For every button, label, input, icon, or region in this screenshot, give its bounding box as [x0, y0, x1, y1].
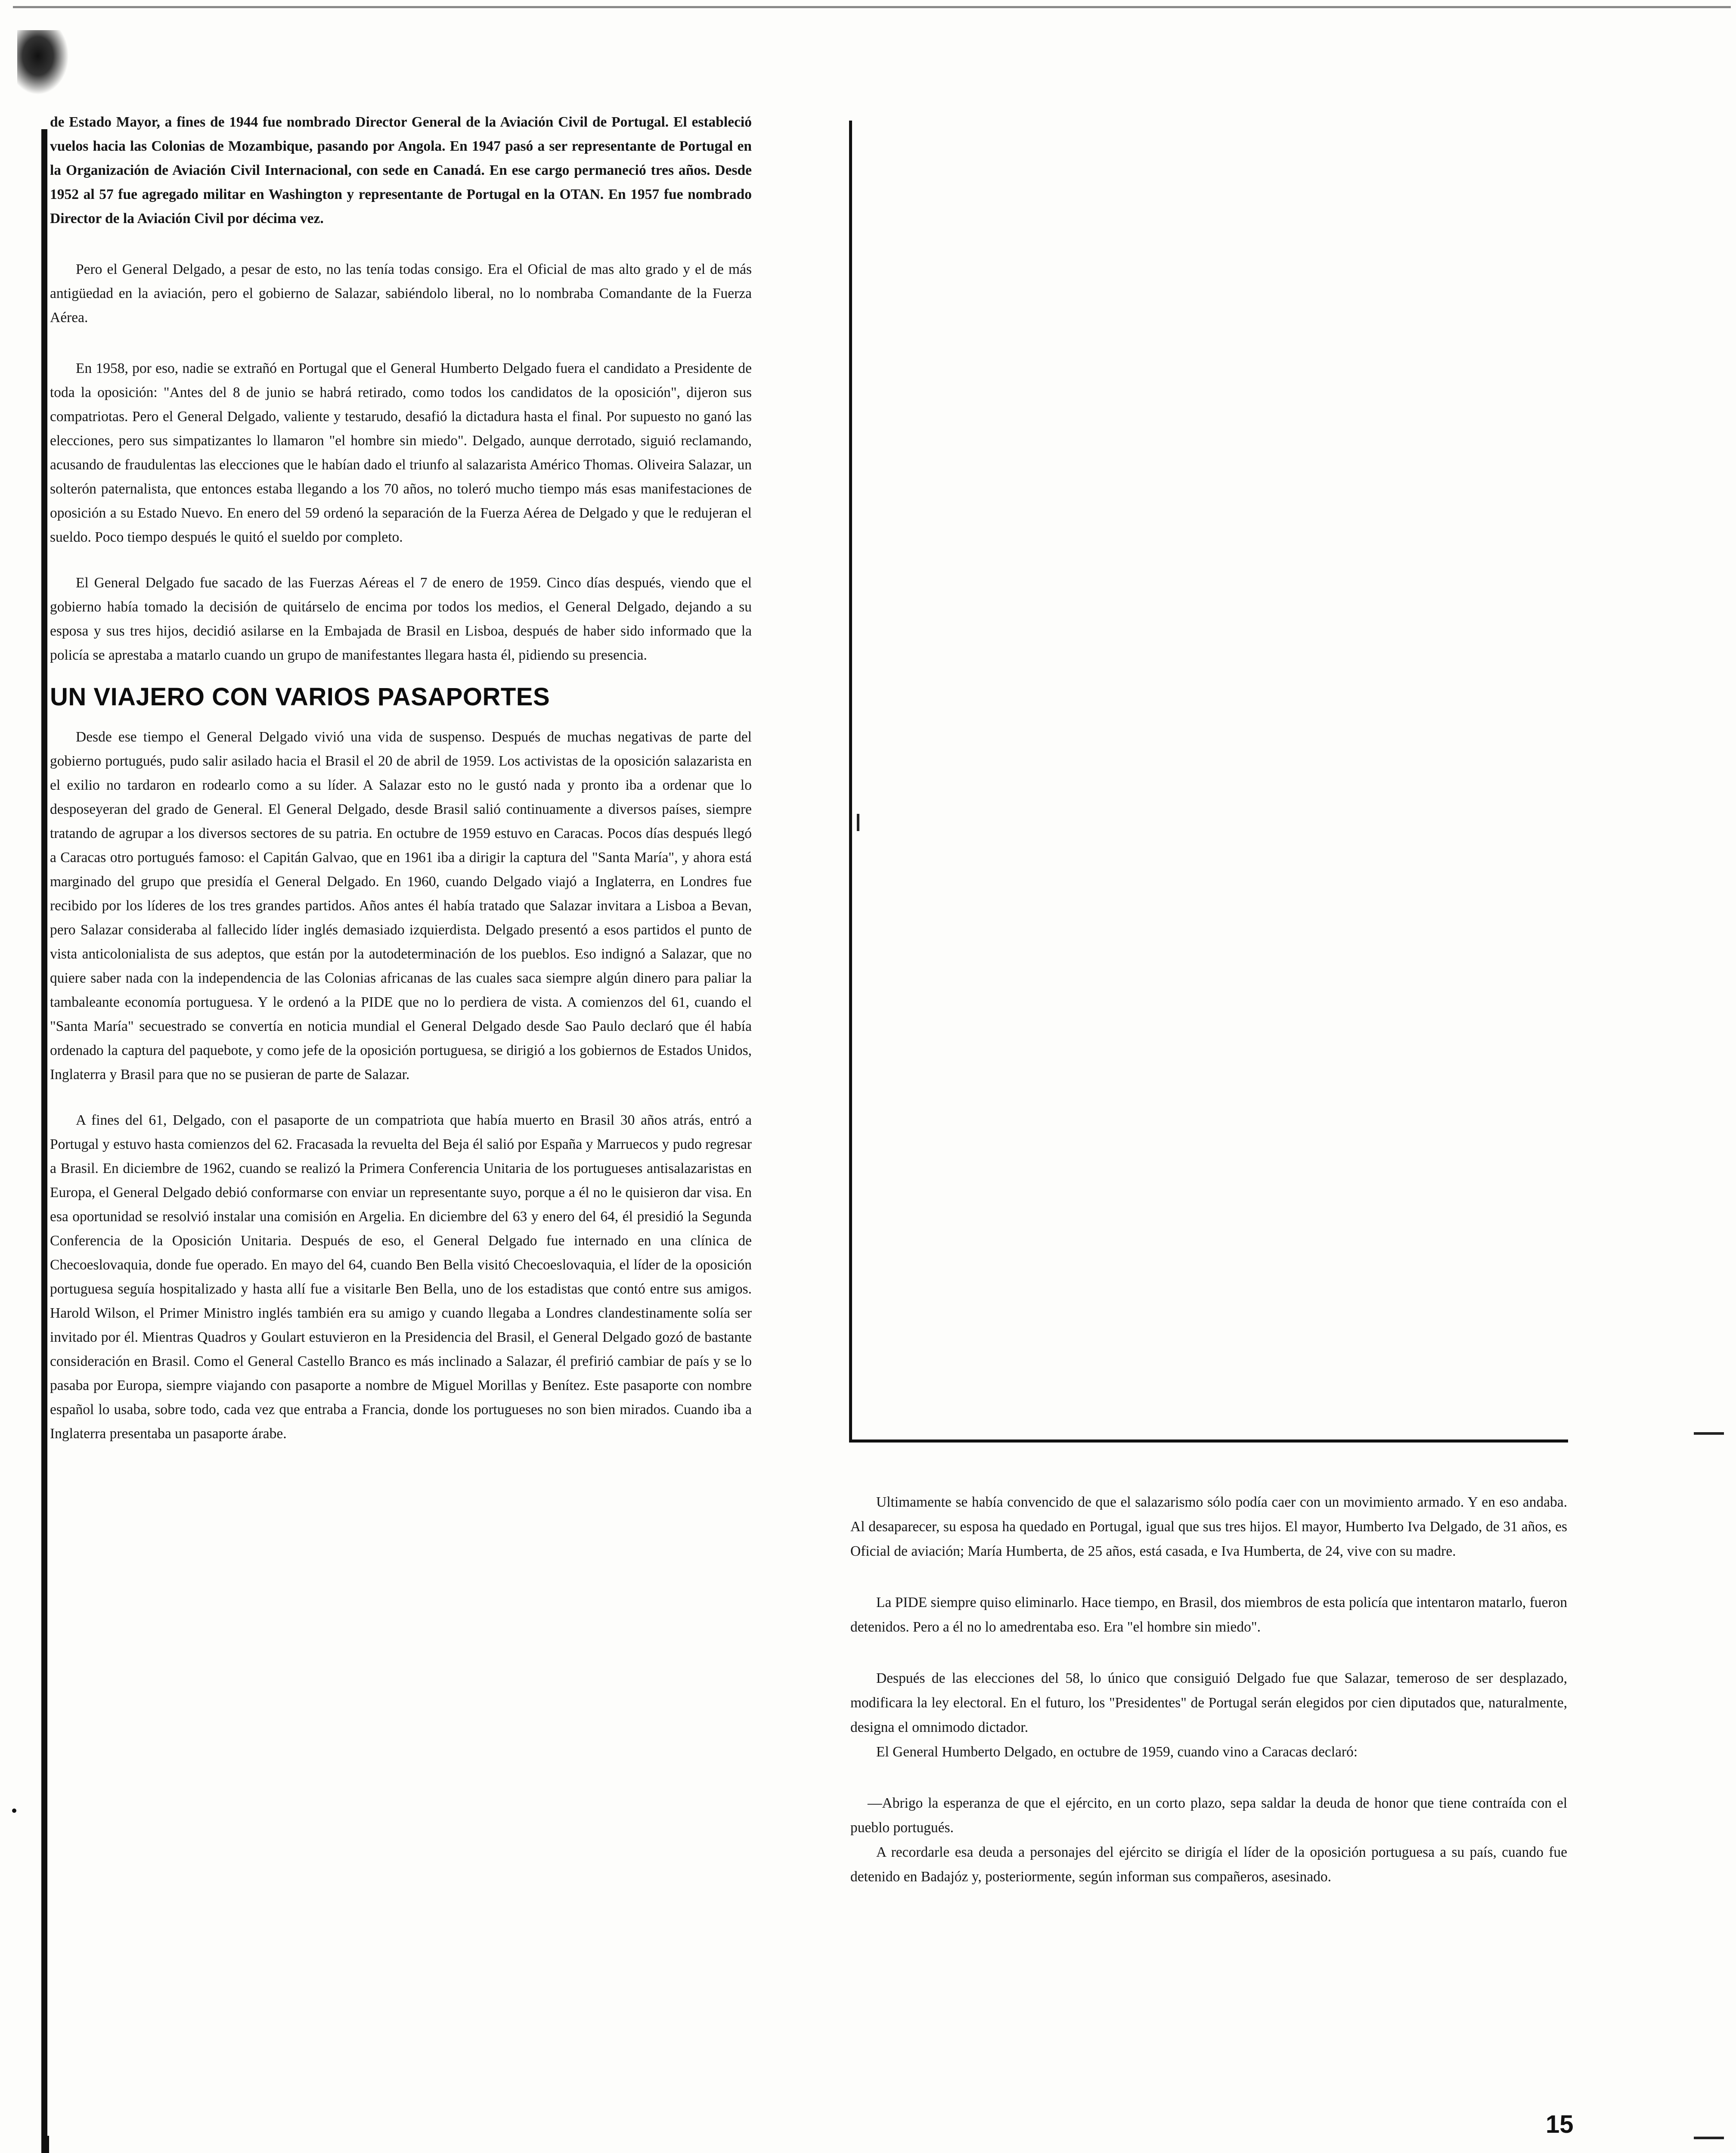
article-paragraph: El General Humberto Delgado, en octubre de 1959, cuando vino a Caracas declaró: [876, 1744, 1358, 1760]
page-number: 15 [1546, 2110, 1574, 2138]
left-text-column [50, 110, 752, 1446]
scan-top-rule [13, 6, 1731, 8]
right-text-column [850, 1490, 1567, 1889]
scan-bottom-tick [46, 2136, 49, 2153]
article-paragraph: La PIDE siempre quiso eliminarlo. Hace tiempo, en Brasil, dos miembros de esta policía que intentaron matarlo, fueron detenidos. Pero a él no lo amedrentaba eso. Era "el hombre sin miedo". [850, 1595, 1567, 1635]
article-paragraph: Después de las elecciones del 58, lo único que consiguió Delgado fue que Salazar, temeroso de ser desplazado, modificara la ley electoral. En el futuro, los "Presidentes" de Portugal serán elegidos por cien diputados que, naturalmente, designa el omnimodo dictador. [850, 1670, 1567, 1735]
scan-smudge [17, 30, 69, 95]
article-paragraph: de Estado Mayor, a fines de 1944 fue nombrado Director General de la Aviación Civil de Portugal. El estableció vuelos hacia las Colonias de Mozambique, pasando por Angola. En 1947 pasó a ser representante de Portugal en la Organización de Aviación Civil Internacional, con sede en Canadá. En ese cargo permaneció tres años. Desde 1952 al 57 fue agregado militar en Washington y representante de Portugal en la OTAN. En 1957 fue nombrado Director de la Aviación Civil por décima vez. [50, 114, 752, 226]
scan-right-dash [1694, 1432, 1724, 1435]
article-paragraph: Desde ese tiempo el General Delgado vivió una vida de suspenso. Después de muchas negativas de parte del gobierno portugués, pudo salir asilado hacia el Brasil el 20 de abril de 1959. Los activistas de la oposición salazarista en el exilio no tardaron en rodearlo como a su líder. A Salazar esto no le gustó nada y pronto iba a ordenar que lo desposeyeran del grado de General. El General Delgado, desde Brasil salió continuamente a diversos países, siempre tratando de agrupar a los diversos sectores de su patria. En octubre de 1959 estuvo en Caracas. Pocos días después llegó a Caracas otro portugués famoso: el Capitán Galvao, que en 1961 iba a dirigir la captura del "Santa María", y ahora está marginado del grupo que presidía el General Delgado. En 1960, cuando Delgado viajó a Inglaterra, en Londres fue recibido por los líderes de los tres grandes partidos. Años antes él había tratado que Salazar invitara a Lisboa a Bevan, pero Salazar consideraba al fallecido líder inglés demasiado izquierdista. Delgado presentó a esos partidos el punto de vista anticolonialista de sus adeptos, que están por la autodeterminación de los pueblos. Eso indignó a Salazar, que no quiere saber nada con la independencia de las Colonias africanas de las cuales saca siempre algún dinero para paliar la tambaleante economía portuguesa. Y le ordenó a la PIDE que no lo perdiera de vista. A comienzos del 61, cuando el "Santa María" secuestrado se convertía en noticia mundial el General Delgado desde Sao Paulo declaró que él había ordenado la captura del paquebote, y como jefe de la oposición portuguesa, se dirigió a los gobiernos de Estados Unidos, Inglaterra y Brasil para que no se pusieran de parte de Salazar. [50, 729, 752, 1083]
article-paragraph: Ultimamente se había convencido de que el salazarismo sólo podía caer con un movimiento armado. Y en eso andaba. Al desaparecer, su esposa ha quedado en Portugal, igual que sus tres hijos. El mayor, Humberto Iva Delgado, de 31 años, es Oficial de aviación; María Humberta, de 25 años, está casada, e Iva Humberta, de 24, vive con su madre. [850, 1494, 1567, 1559]
scan-left-edge-bar [41, 129, 47, 2153]
photo-mark [857, 814, 859, 831]
article-paragraph: En 1958, por eso, nadie se extrañó en Portugal que el General Humberto Delgado fuera el candidato a Presidente de toda la oposición: "Antes del 8 de junio se habrá retirado, como todos los candidatos de la oposición", dijeron sus compatriotas. Pero el General Delgado, valiente y testarudo, desafió la dictadura hasta el final. Por supuesto no ganó las elecciones, pero sus simpatizantes lo llamaron "el hombre sin miedo". Delgado, aunque derrotado, siguió reclamando, acusando de fraudulentas las elecciones que le habían dado el triunfo al salazarista Américo Thomas. Oliveira Salazar, un solterón paternalista, que entonces estaba llegando a los 70 años, no toleró mucho tiempo más esas manifestaciones de oposición a su Estado Nuevo. En enero del 59 ordenó la separación de la Fuerza Aérea de Delgado y que le redujeran el sueldo. Poco tiempo después le quitó el sueldo por completo. [50, 360, 752, 545]
article-paragraph: A fines del 61, Delgado, con el pasaporte de un compatriota que había muerto en Brasil 30 años atrás, entró a Portugal y estuvo hasta comienzos del 62. Fracasada la revuelta del Beja él salió por España y Marruecos y pudo regresar a Brasil. En diciembre de 1962, cuando se realizó la Primera Conferencia Unitaria de los portugueses antisalazaristas en Europa, el General Delgado debió conformarse con enviar un representante suyo, porque a él no le quisieron dar visa. En esa oportunidad se resolvió instalar una comisión en Argelia. En diciembre del 63 y enero del 64, él presidió la Segunda Conferencia de la Oposición Unitaria. Después de eso, el General Delgado fue internado en una clínica de Checoeslovaquia, donde fue operado. En mayo del 64, cuando Ben Bella visitó Checoeslovaquia, el líder de la oposición portuguesa seguía hospitalizado y hasta allí fue a visitarle Ben Bella, uno de los estadistas que contó entre sus amigos. Harold Wilson, el Primer Ministro inglés también era su amigo y cuando llegaba a Londres clandestinamente solía ser invitado por él. Mientras Quadros y Goulart estuvieron en la Presidencia del Brasil, el General Delgado gozó de bastante consideración en Brasil. Como el General Castello Branco es más inclinado a Salazar, él prefirió cambiar de país y se lo pasaba por Europa, siempre viajando con pasaporte a nombre de Miguel Morillas y Benítez. Este pasaporte con nombre español lo usaba, sobre todo, cada vez que entraba a Francia, donde los portugueses no son bien mirados. Cuando iba a Inglaterra presentaba un pasaporte árabe. [50, 1112, 752, 1442]
article-paragraph: El General Delgado fue sacado de las Fuerzas Aéreas el 7 de enero de 1959. Cinco días después, viendo que el gobierno había tomado la decisión de quitárselo de encima por todos los medios, el General Delgado, dejando a su esposa y sus tres hijos, decidió asilarse en la Embajada de Brasil en Lisboa, después de haber sido informado que la policía se aprestaba a matarlo cuando un grupo de manifestantes llegara hasta él, pidiendo su presencia. [50, 575, 752, 663]
quote-paragraph: —Abrigo la esperanza de que el ejército, en un corto plazo, sepa saldar la deuda de honor que tiene contraída con el pueblo portugués. [850, 1795, 1567, 1836]
section-heading: UN VIAJERO CON VARIOS PASAPORTES [50, 683, 550, 711]
scan-right-dash [1694, 2137, 1724, 2139]
scan-dot [12, 1809, 16, 1813]
article-paragraph: Pero el General Delgado, a pesar de esto, no las tenía todas consigo. Era el Oficial de mas alto grado y el de más antigüedad en la aviación, pero el gobierno de Salazar, sabiéndolo liberal, no lo nombraba Comandante de la Fuerza Aérea. [50, 261, 752, 326]
photo-placeholder-frame [849, 121, 1568, 1443]
article-paragraph: A recordarle esa deuda a personajes del ejército se dirigía el líder de la oposición portuguesa a su país, cuando fue detenido en Badajóz y, posteriormente, según informan sus compañeros, asesinado. [850, 1844, 1567, 1885]
